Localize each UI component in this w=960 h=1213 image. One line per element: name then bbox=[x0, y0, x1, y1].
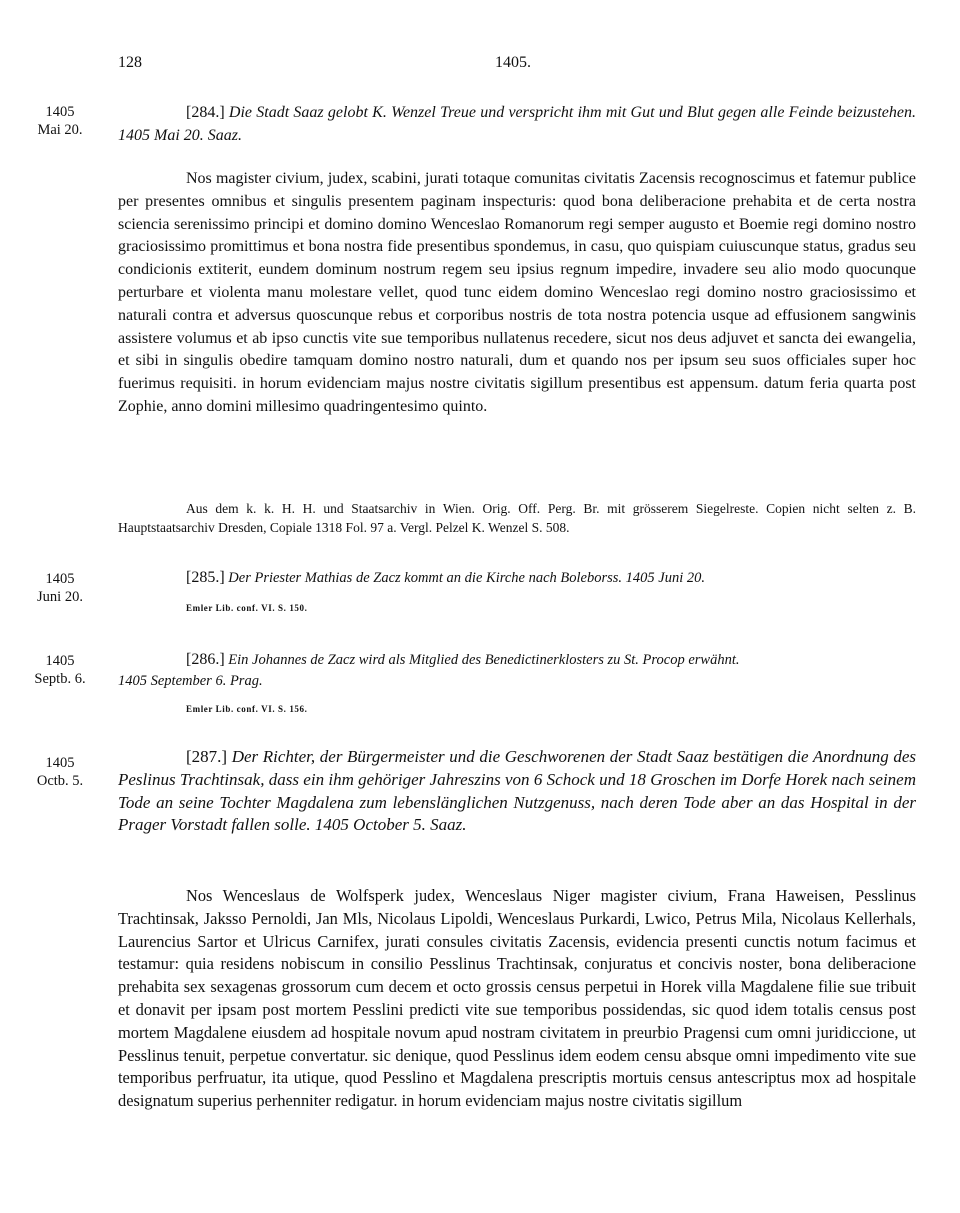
source-note-284 bbox=[118, 499, 916, 537]
regest-title: Der Priester Mathias de Zacz kommt an die Kirche nach Boleborss. 1405 Juni 20. bbox=[228, 570, 705, 586]
margin-year: 1405 bbox=[45, 104, 75, 120]
document-number: [286.] bbox=[186, 651, 225, 668]
regest-title: Ein Johannes de Zacz wird als Mitglied des Benedictinerklosters zu St. Procop erwähnt. bbox=[228, 652, 740, 668]
running-year: 1405. bbox=[495, 54, 531, 71]
margin-year: 1405 bbox=[45, 571, 75, 587]
document-paragraph: Nos Wenceslaus de Wolfsperk judex, Wenceslaus Niger magister civium, Frana Haweisen, Pesslinus Trachtinsak, Jaksso Pernoldi, Jan Mls, Nicolaus Lipoldi, Wenceslaus Purkardi, Lwico, Petrus Mila, Nicolaus Kellerhals, Laurencius Sartor et Ulricus Carnifex, jurati consules civitatis Zacensis, evidencia presenti cunctis notum facimus et testamur: quia residens nobiscum in consilio Pesslinus Trachtinsak, conjuratus et concivis noster, bona deliberacione prehabita sex sexagenas grossorum cum decem et octo grossis census perpetui in Horek villa Magdalene filie sue tribuit et donavit per ipsam post mortem Pesslini predicti vite sue temporibus possidendas, sic quod idem totalis census post mortem Magdalene eiusdem ad hospitale novum apud nostram civitatem in preurbio Pragensi cum omni juridiccione, ut Pesslinus tenuit, perpetue convertatur. sic denique, quod Pesslinus idem eodem censu absque omni impedimento vite sue temporibus perfruatur, ita utique, quod Pesslino et Magdalena prescriptis mortuis census antescriptus mox ad hospitale designatum superius perhenniter redigatur. in horum evidenciam majus nostre civitatis sigillum bbox=[118, 886, 916, 1111]
margin-year: 1405 bbox=[45, 653, 75, 669]
regest-heading-286 bbox=[118, 649, 916, 672]
page-number: 128 bbox=[118, 54, 142, 71]
document-text-287 bbox=[118, 885, 916, 1113]
margin-date-286 bbox=[18, 652, 102, 688]
margin-day: Septb. 6. bbox=[34, 671, 86, 687]
regest-title: Der Richter, der Bürgermeister und die Geschworenen der Stadt Saaz bestätigen die Anordnung des Peslinus Trachtinsak, dass ein ihm gehöriger Jahreszins von 6 Schock und 18 Groschen im Dorfe Horek nach seinem Tode an seine Tochter Magdalena zum lebenslänglichen Nutzgenuss, nach deren Tode aber an das Hospital in der Prager Vorstadt fallen solle. 1405 October 5. Saaz. bbox=[118, 747, 917, 835]
reference-285: Emler Lib. conf. VI. S. 150. bbox=[186, 603, 308, 613]
margin-date-284 bbox=[18, 103, 102, 139]
regest-heading-285 bbox=[118, 567, 916, 590]
regest-title: Die Stadt Saaz gelobt K. Wenzel Treue und verspricht ihm mit Gut und Blut gegen alle Feinde beizustehen. 1405 Mai 20. Saaz. bbox=[118, 104, 917, 144]
regest-heading-284 bbox=[118, 102, 916, 148]
margin-date-287 bbox=[18, 754, 102, 790]
document-number: [284.] bbox=[186, 104, 225, 121]
margin-date-285 bbox=[18, 570, 102, 606]
regest-heading-287 bbox=[118, 746, 916, 837]
source-text: Aus dem k. k. H. H. und Staatsarchiv in Wien. Orig. Off. Perg. Br. mit grösserem Siegelreste. Copien nicht selten z. B. Hauptstaatsarchiv Dresden, Copiale 1318 Fol. 97 a. Vergl. Pelzel K. Wenzel S. 508. bbox=[118, 501, 916, 535]
margin-day: Octb. 5. bbox=[36, 773, 84, 789]
document-text-284 bbox=[118, 168, 916, 419]
regest-heading-286-cont bbox=[118, 670, 916, 693]
document-number: [285.] bbox=[186, 569, 225, 586]
document-paragraph: Nos magister civium, judex, scabini, jurati totaque comunitas civitatis Zacensis recognoscimus et fatemur publice per presentes omnibus et singulis presentem paginam inspecturis: quod bona deliberacione prehabita et de certa nostra sciencia serenissimo principi et domino domino Wenceslao Romanorum regi semper augusto et Boemie regi domino nostro graciosissimo promittimus et bona nostra fide presentibus spondemus, in casu, quo quispiam cuiuscunque status, gradus seu condicionis extiterit, eundem dominum nostrum regem seu ipsius regnum impedire, invadere seu alio modo quocunque perturbare et violenta manu molestare vellet, quod tunc eidem domino Wenceslao regi domino nostro graciosissimo et naturali contra et adversus quoscunque rebus et corporibus nostris de tota nostra potencia usque ad effusionem sangwinis assistere volumus et ab ipso cunctis vite sue temporibus nullatenus recedere, sicut nos deus adjuvet et sancta dei ewangelia, et sibi in singulis obedire tamquam domino nostro naturali, dum et quando nos per ipsum seu suos officiales super hoc fuerimus requisiti. in horum evidenciam majus nostre civitatis sigillum presentibus est appensum. datum feria quarta post Zophie, anno domini millesimo quadringentesimo quinto. bbox=[118, 170, 916, 415]
document-number: [287.] bbox=[186, 747, 228, 766]
regest-date: 1405 September 6. Prag. bbox=[118, 673, 263, 689]
reference-286: Emler Lib. conf. VI. S. 156. bbox=[186, 704, 308, 714]
margin-day: Juni 20. bbox=[37, 589, 83, 605]
margin-day: Mai 20. bbox=[37, 122, 83, 138]
margin-year: 1405 bbox=[45, 755, 75, 771]
